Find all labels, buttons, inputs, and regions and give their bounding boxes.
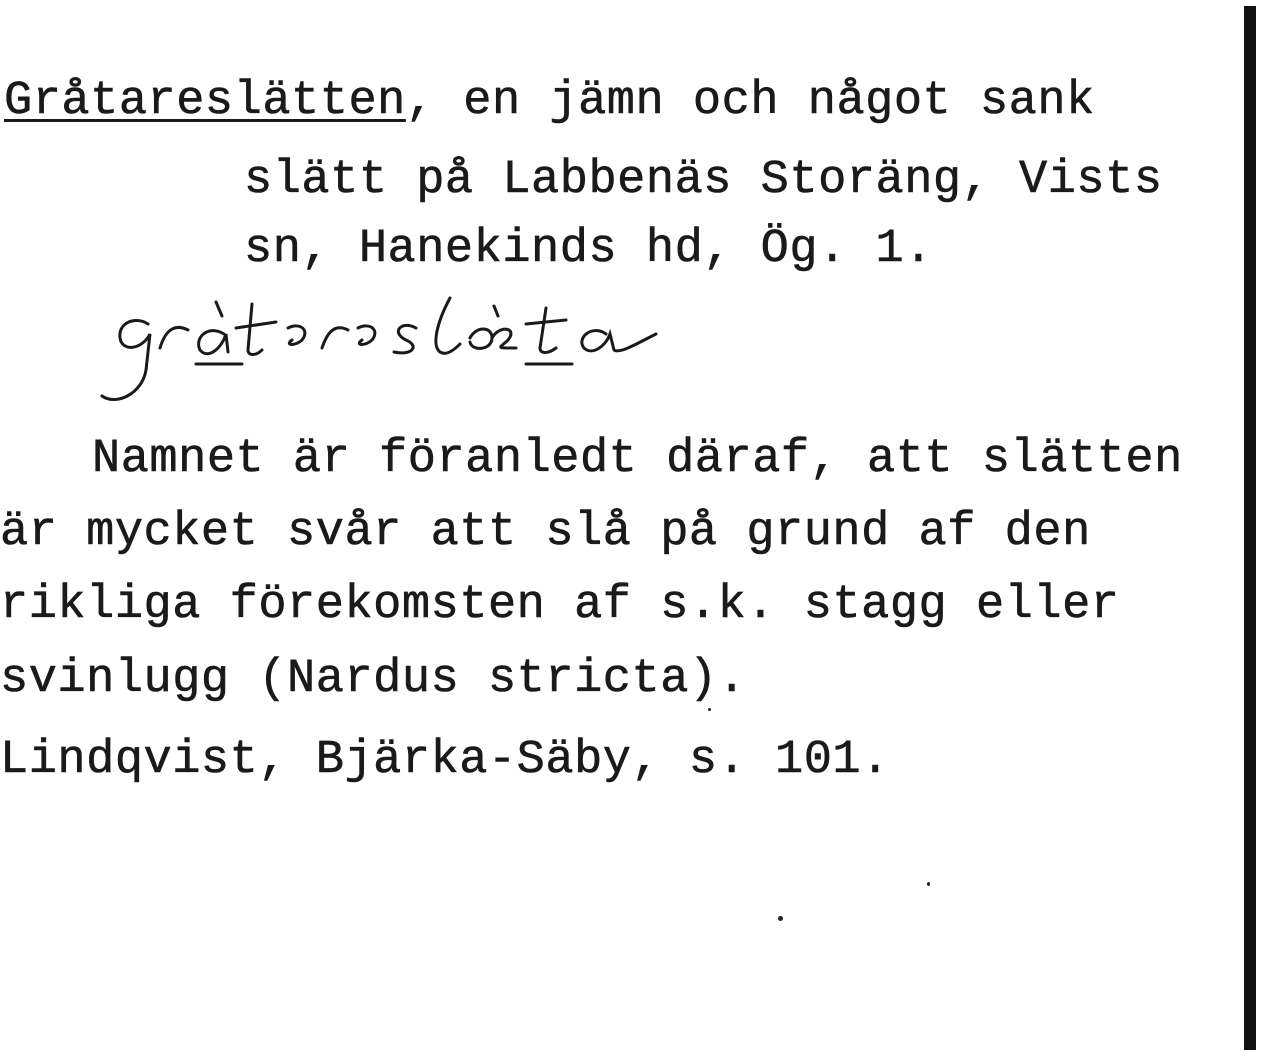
body-line-1: Namnet är föranledt däraf, att slätten	[92, 433, 1183, 486]
entry-line-1-rest: , en jämn och något sank	[405, 75, 1095, 128]
handwritten-pronunciation	[96, 294, 716, 414]
entry-line-3: sn, Hanekinds hd, Ög. 1.	[244, 223, 933, 276]
entry-line-2: slätt på Labbenäs Storäng, Vists	[244, 154, 1163, 207]
card-edge	[1244, 6, 1256, 1050]
entry-line-1	[4, 75, 1095, 128]
body-line-3: rikliga förekomsten af s.k. stagg eller	[0, 579, 1120, 632]
ink-speck	[778, 916, 783, 921]
body-line-4: svinlugg (Nardus stricta).	[0, 653, 747, 706]
ink-speck	[927, 882, 930, 886]
headword: Gråtareslätten	[4, 75, 406, 128]
ink-speck	[708, 708, 711, 711]
body-line-2: är mycket svår att slå på grund af den	[0, 506, 1091, 559]
source-citation: Lindqvist, Bjärka-Säby, s. 101.	[0, 734, 890, 787]
